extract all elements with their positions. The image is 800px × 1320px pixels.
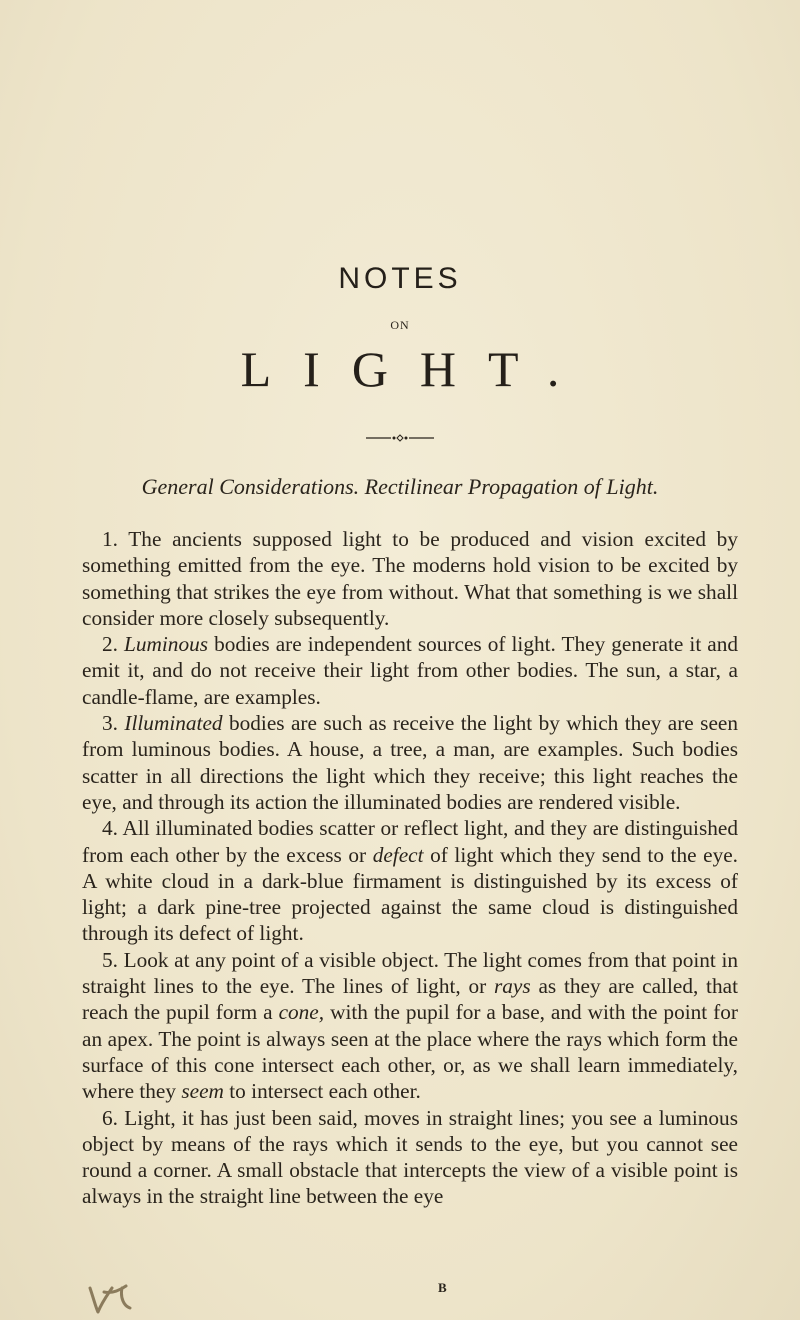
paragraph-number: 5.	[102, 947, 118, 972]
paragraph-text: of light which they send to the eye. A white cloud in a dark-blue firmament is distinguished by its excess of light; a dark pine-tree projected against the same cloud is distinguished through its defect of light.	[82, 842, 738, 946]
ornament-divider	[366, 434, 434, 442]
italic-term: defect	[372, 842, 424, 867]
paragraph-text: to intersect each other.	[229, 1079, 421, 1104]
italic-term: Luminous	[124, 632, 209, 657]
paragraph-number: 1.	[102, 527, 118, 551]
paragraph-text: Light, it has just been said, moves in straight lines; you see a luminous object by means of the rays which it sends to the eye, but you cannot see round a corner. A small obstacle that intercepts the view of a visible point is always in the straight line between the eye	[82, 1105, 738, 1209]
signature-mark: B	[438, 1280, 447, 1295]
paragraph-number: 2.	[102, 632, 118, 657]
paragraph-text: Look at any point of a visible object. The light comes from that point in straight lines to the eye. The lines of light, or	[82, 947, 739, 999]
italic-term: rays	[493, 974, 531, 999]
title-light: LIGHT.	[240, 341, 592, 397]
italic-term: cone,	[278, 1000, 325, 1025]
paragraph-number: 4.	[102, 816, 118, 841]
body-text	[82, 526, 738, 1210]
paragraph-text: The ancients supposed light to be produced and vision excited by something emitted from the eye. The moderns hold vision to be excited by something that strikes the eye from without. What that something is we shall consider more closely subsequently.	[82, 527, 738, 630]
italic-term: seem	[181, 1079, 224, 1104]
paragraph-4	[82, 815, 738, 946]
paragraph-6	[82, 1105, 738, 1210]
paragraph-number: 6.	[102, 1105, 118, 1130]
paragraph-1	[82, 526, 738, 631]
italic-term: Illuminated	[124, 711, 223, 736]
paragraph-text: with the pupil for a base, and with the point for an apex. The point is always seen at the place where the rays which form the surface of this cone intersect each other, or, as we shall learn immediately, where they	[82, 1000, 739, 1104]
section-heading: General Considerations. Rectilinear Propagation of Light.	[141, 474, 659, 499]
paragraph-2	[82, 631, 738, 710]
title-notes: NOTES	[338, 262, 462, 295]
title-on: ON	[390, 318, 410, 332]
paragraph-number: 3.	[102, 711, 118, 736]
handwritten-mark-icon	[82, 1278, 142, 1318]
paragraph-text: All illuminated bodies scatter or reflect light, and they are distinguished from each other by the excess or	[82, 816, 738, 867]
paragraph-text: as they are called, that reach the pupil form a	[82, 974, 738, 1025]
paragraph-text: bodies are independent sources of light. They generate it and emit it, and do not receive their light from other bodies. The sun, a star, a candle-flame, are examples.	[82, 632, 739, 709]
paragraph-3	[82, 710, 738, 815]
paragraph-text: bodies are such as receive the light by which they are seen from luminous bodies. A house, a tree, a man, are examples. Such bodies scatter in all directions the light which they receive; this light reaches the eye, and through its action the illuminated bodies are rendered visible.	[82, 711, 738, 814]
paragraph-5	[82, 947, 738, 1105]
